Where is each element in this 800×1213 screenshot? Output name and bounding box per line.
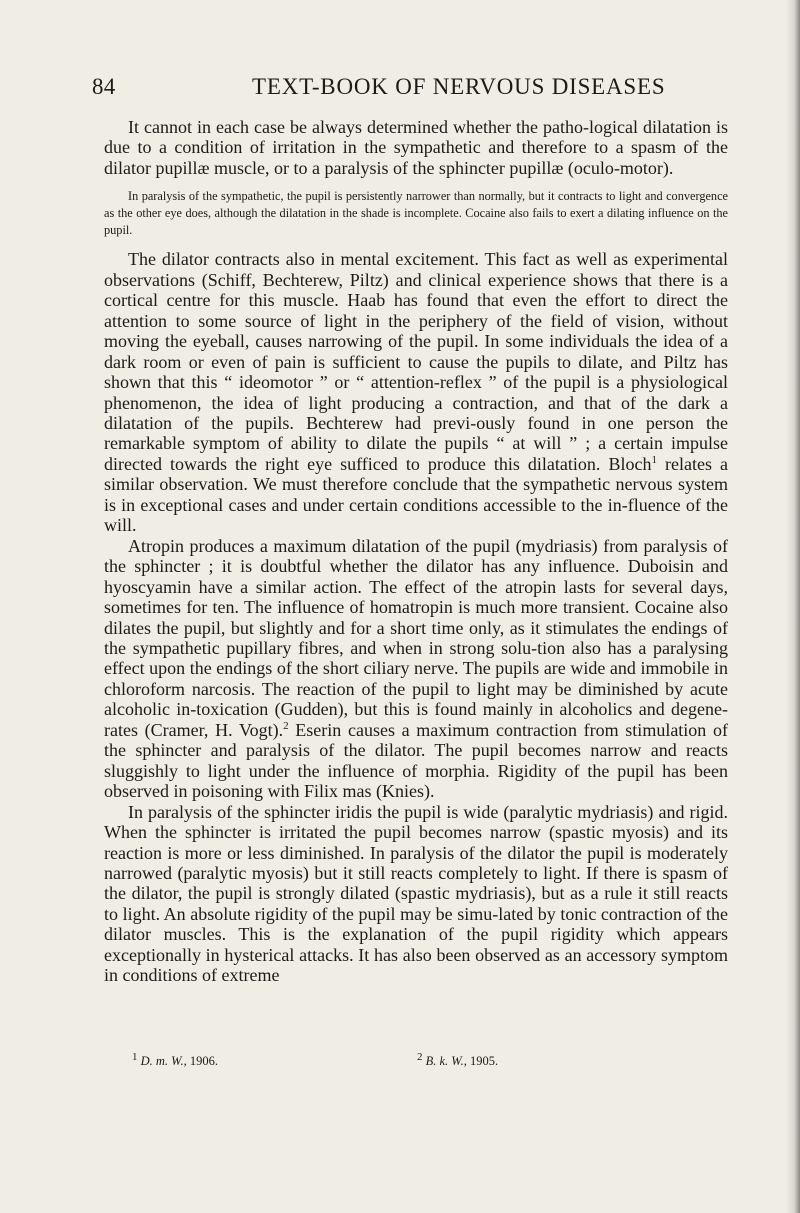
footnote-year: 1906. xyxy=(186,1054,218,1068)
footnote-mark: 1 xyxy=(132,1050,138,1063)
body-text xyxy=(104,117,728,986)
footnote-source: B. k. W., xyxy=(425,1054,467,1068)
paragraph: It cannot in each case be always determined whether the patho-logical dilatation is due to a condition of irritation in the sympathetic and therefore to a spasm of the dilator pupillæ muscle, or to a paralysis of the sphincter pupillæ (oculo-motor). xyxy=(104,117,728,178)
footnote-source: D. m. W., xyxy=(140,1054,187,1068)
paragraph xyxy=(104,536,728,802)
page-edge-shadow xyxy=(786,0,800,1213)
paragraph xyxy=(104,249,728,535)
footnote-mark: 2 xyxy=(417,1050,423,1063)
page-number: 84 xyxy=(92,74,116,99)
running-head: TEXT-BOOK OF NERVOUS DISEASES xyxy=(252,74,666,99)
paragraph: In paralysis of the sphincter iridis the pupil is wide (paralytic mydriasis) and rigid. When the sphincter is irritated the pupil becomes narrow (spastic myosis) and its reaction is more or less diminished. In paralysis of the dilator the pupil is moderately narrowed (paralytic myosis) but it still reacts completely to light. If there is spasm of the dilator, the pupil is strongly dilated (spastic mydriasis), but as a rule it still reacts to light. An absolute rigidity of the pupil may be simu-lated by tonic contraction of the dilator muscles. This is the explanation of the pupil rigidity which appears exceptionally in hysterical attacks. It has also been observed as an accessory symptom in conditions of extreme xyxy=(104,801,728,986)
paragraph-text: Eserin causes a maximum contraction from stimulation of the sphincter and paralysis of the dilator. The pupil becomes narrow and reacts sluggishly to light under the influence of morphia. Rigidity of the pupil has been observed in poisoning with Filix mas (Knies). xyxy=(104,719,728,802)
paragraph-text: The dilator contracts also in mental excitement. This fact as well as experimental observations (Schiff, Bechterew, Piltz) and clinical experience shows that there is a cortical centre for this muscle. Haab has found that even the effort to direct the attention to some source of light in the periphery of the field of vision, without moving the eyeball, causes narrowing of the pupil. In some individuals the idea of a dark room or even of pain is sufficient to cause the pupils to dilate, and Piltz has shown that this “ ideomotor ” or “ attention-reflex ” of the pupil is a physiological phenomenon, the idea of light producing a contraction, and that of the dark a dilatation of the pupils. Bechterew had previ-ously found in one person the remarkable symptom of ability to dilate the pupils “ at will ” ; a certain impulse directed towards the right eye sufficed to produce this dilatation. Bloch xyxy=(104,249,728,474)
footnote xyxy=(417,1050,499,1069)
footnote xyxy=(132,1050,218,1069)
page-header xyxy=(92,74,730,104)
footnote-year: 1905. xyxy=(466,1054,499,1068)
small-print-paragraph: In paralysis of the sympathetic, the pupil is persistently narrower than normally, but it contracts to light and convergence as the other eye does, although the dilatation in the shade is incomplete. Cocaine also fails to exert a dilating influence on the pupil. xyxy=(104,189,728,238)
paragraph-text: relates a similar observation. We must therefore conclude that the sympathetic nervous system is in exceptional cases and under certain conditions accessible to the in-fluence of the will. xyxy=(104,453,728,536)
footnote-reference: 1 xyxy=(651,453,657,466)
paragraph-text: Atropin produces a maximum dilatation of the pupil (mydriasis) from paralysis of the sphincter ; it is doubtful whether the dilator has any influence. Duboisin and hyoscyamin have a similar action. The effect of the atropin lasts for several days, sometimes for ten. The influence of homatropin is much more transient. Cocaine also dilates the pupil, but slightly and for a short time only, as it stimulates the endings of the sympathetic pupillary fibres, and when in strong solu-tion also has a paralysing effect upon the endings of the short ciliary nerve. The pupils are wide and immobile in chloroform narcosis. The reaction of the pupil to light may be diminished by acute alcoholic in-toxication (Gudden), but this is found mainly in alcoholics and degene-rates (Cramer, H. Vogt). xyxy=(104,535,728,740)
footnote-reference: 2 xyxy=(283,719,289,732)
